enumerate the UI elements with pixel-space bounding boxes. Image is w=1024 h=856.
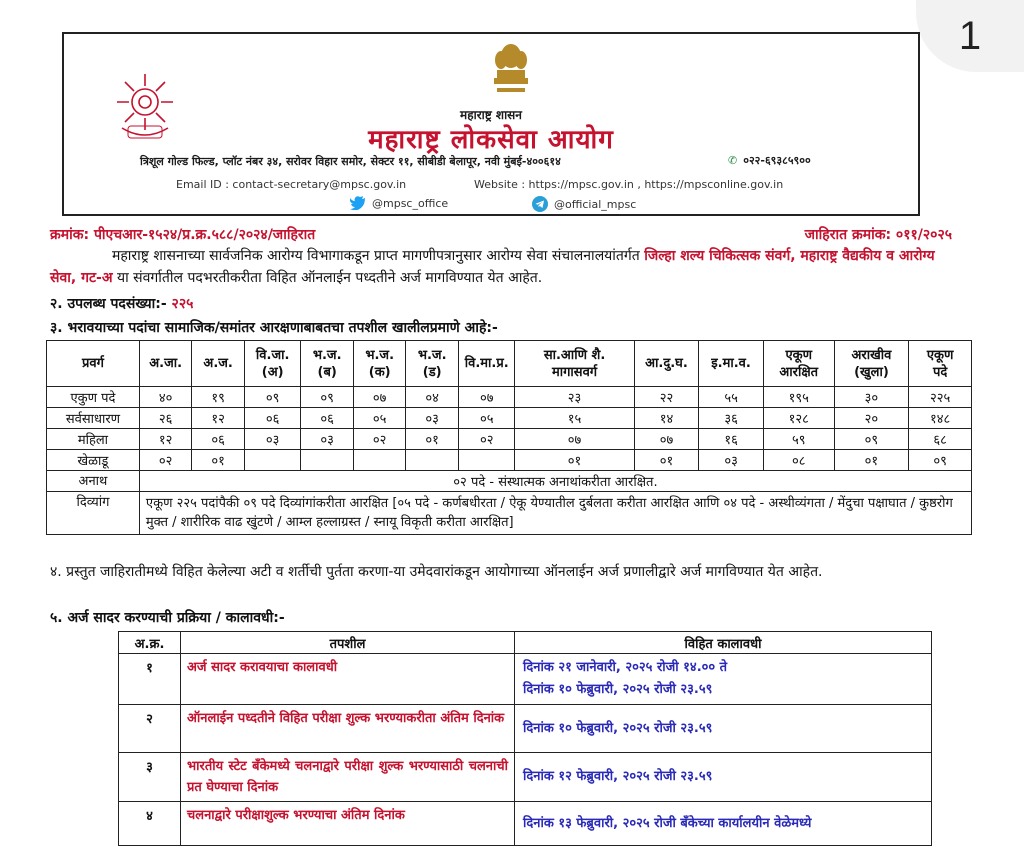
reservation-header-3 [244,341,301,387]
reservation-header-4 [301,341,354,387]
reservation-value-cell: ०१ [515,450,634,471]
reservation-value-cell: ०५ [353,408,406,429]
government-name: महाराष्ट्र शासन [460,108,522,122]
telegram-icon [532,196,548,212]
reservation-value-cell: ०१ [834,450,909,471]
reservation-value-cell: ०२ [353,429,406,450]
reservation-value-cell [353,450,406,471]
reservation-value-cell: २० [834,408,909,429]
reservation-value-cell: ०१ [406,429,459,450]
section-3-heading: ३. भरावयाच्या पदांचा सामाजिक/समांतर आरक्षणाबाबतचा तपशील खालीलप्रमाणे आहे:- [50,320,498,336]
schedule-description: अर्ज सादर करावयाचा कालावधी [181,654,515,705]
phone-icon: ✆ [728,154,738,167]
reservation-value-cell: ०६ [192,429,245,450]
reservation-header-line: (ड) [422,364,442,380]
section-5-heading: ५. अर्ज सादर करण्याची प्रक्रिया / कालावधी:- [50,610,285,626]
reservation-value-cell: १२८ [763,408,834,429]
reservation-value-cell: ०१ [634,450,699,471]
twitter-text: @mpsc_office [372,196,449,210]
section-2-value: २२५ [171,296,194,312]
reservation-value-cell: १२ [192,408,245,429]
schedule-serial: ३ [119,753,181,802]
schedule-header-1: तपशील [181,632,515,654]
schedule-serial: १ [119,654,181,705]
phone-number: ०२२-६९३८५९०० [743,154,811,167]
reservation-header-line: इ.मा.व. [711,356,751,371]
schedule-period-line: दिनांक २१ जानेवारी, २०२५ रोजी १४.०० ते [523,660,728,675]
reservation-value-cell: २६ [139,408,192,429]
intro-text-2: या संवर्गातील पदभरतीकरीता विहित ऑनलाईन पध्दतीने अर्ज मागविण्यात येत आहेत. [112,270,543,286]
reservation-value-cell [301,450,354,471]
schedule-header-2: विहित कालावधी [515,632,932,654]
reservation-value-cell: ०१ [192,450,245,471]
telegram-text: @official_mpsc [554,197,637,211]
schedule-row [119,654,932,705]
reservation-value-cell: ६८ [909,429,972,450]
schedule-header-0: अ.क्र. [119,632,181,654]
twitter-icon [350,196,366,210]
reservation-header-line: अ.जा. [149,356,183,371]
reservation-header-6 [406,341,459,387]
reservation-header-line: भ.ज. [312,347,342,363]
disabled-reservation-text: एकूण २२५ पदांपैकी ०९ पदे दिव्यांगांकरीता आरक्षित [०५ पदे - कर्णबधीरता / ऐकू येण्यातील दुर्बलता करीता आरक्षित आणि ०४ पदे - अस्थीव्यंगता / मेंदुचा पक्षाघात / कुष्ठरोग मुक्त / शारीरिक वाढ खुंटणे / आम्ल हल्लाग्रस्त / स्नायू विकृती करीता आरक्षित] [139,492,971,535]
reservation-value-cell: ०९ [301,387,354,408]
reservation-value-cell: ०३ [244,429,301,450]
reservation-row-orphan [47,471,972,492]
schedule-serial: २ [119,705,181,753]
reservation-header-9 [634,341,699,387]
reservation-value-cell: १९ [192,387,245,408]
reservation-header-line: आरक्षित [779,364,819,380]
reservation-header-line: वि.मा.प्र. [464,356,509,371]
reservation-value-cell: ०७ [353,387,406,408]
reservation-value-cell: ०७ [634,429,699,450]
schedule-row [119,802,932,846]
schedule-period [515,753,932,802]
schedule-row [119,753,932,802]
reservation-category-cell: महिला [47,429,140,450]
reservation-value-cell: १६ [699,429,764,450]
reservation-value-cell: ०२ [458,429,515,450]
reservation-value-cell: ०७ [458,387,515,408]
section-4-paragraph [50,562,970,583]
reservation-header-line: प्रवर्ग [81,356,104,371]
advertisement-number: जाहिरात क्रमांक: ०११/२०२५ [804,227,952,243]
orphan-reservation-text: ०२ पदे - संस्थात्मक अनाथांकरीता आरक्षित. [139,471,971,492]
reservation-value-cell: ३० [834,387,909,408]
reservation-value-cell: ०६ [244,408,301,429]
reservation-header-13 [909,341,972,387]
reference-number: क्रमांक: पीएचआर-१५२४/प्र.क्र.५८८/२०२४/जाहिरात [50,227,316,243]
reservation-header-line: मागासवर्ग [551,364,598,380]
reservation-category-cell: दिव्यांग [47,492,140,535]
reservation-value-cell: ३६ [699,408,764,429]
schedule-period [515,802,932,846]
reservation-row [47,450,972,471]
reservation-table [46,340,972,535]
schedule-period-line: दिनांक १३ फेब्रुवारी, २०२५ रोजी बँकेच्या कार्यालयीन वेळेमध्ये [523,815,812,831]
schedule-period-line: दिनांक १० फेब्रुवारी, २०२५ रोजी २३.५९ [523,720,713,736]
reservation-header-0 [47,341,140,387]
reservation-category-cell: एकुण पदे [47,387,140,408]
reservation-value-cell: ५५ [699,387,764,408]
reservation-header-line: (अ) [261,364,284,380]
reservation-value-cell [244,450,301,471]
reservation-header-line: (क) [368,364,391,380]
reservation-value-cell: ५९ [763,429,834,450]
reservation-header-1 [139,341,192,387]
reservation-value-cell: ०९ [244,387,301,408]
schedule-table [118,631,932,846]
reservation-header-line: भ.ज. [365,347,395,363]
reservation-value-cell: २२ [634,387,699,408]
reservation-header-5 [353,341,406,387]
reservation-value-cell: ०७ [515,429,634,450]
reservation-category-cell: खेळाडू [47,450,140,471]
reservation-value-cell: ०२ [139,450,192,471]
reservation-value-cell: १४ [634,408,699,429]
reservation-header-7 [458,341,515,387]
reservation-value-cell [458,450,515,471]
schedule-period [515,654,932,705]
intro-cadre-highlight: जिल्हा शल्य चिकित्सक संवर्ग, महाराष्ट्र वैद्यकीय व आरोग्य सेवा, गट-अ [50,248,935,286]
schedule-row [119,705,932,753]
reservation-value-cell [406,450,459,471]
reservation-value-cell: २३ [515,387,634,408]
commission-title: महाराष्ट्र लोकसेवा आयोग [368,125,614,155]
section-2-posts [50,294,193,313]
reservation-category-cell: सर्वसाधारण [47,408,140,429]
reservation-header-line: एकूण [785,347,813,363]
reservation-row-disabled [47,492,972,535]
schedule-description: भारतीय स्टेट बँकेमध्ये चलनाद्वारे परीक्षा शुल्क भरण्यासाठी चलनाची प्रत घेण्याचा दिनांक [181,753,515,802]
reservation-value-cell: ०३ [406,408,459,429]
reservation-value-cell: ४० [139,387,192,408]
intro-text-1: महाराष्ट्र शासनाच्या सार्वजनिक आरोग्य विभागाकडून प्राप्त मागणीपत्रानुसार आरोग्य सेवा संचालनालयांतर्गत [112,248,645,264]
office-email: Email ID : contact-secretary@mpsc.gov.in [176,178,407,191]
schedule-period-line: दिनांक १२ फेब्रुवारी, २०२५ रोजी २३.५९ [523,769,713,784]
reservation-row [47,408,972,429]
reservation-header-11 [763,341,834,387]
reservation-header-8 [515,341,634,387]
reservation-header-line: अराखीव [851,347,892,363]
intro-paragraph [50,245,955,289]
telegram-handle [532,196,636,212]
schedule-period [515,705,932,753]
reservation-category-cell: अनाथ [47,471,140,492]
reservation-value-cell: ०८ [763,450,834,471]
national-emblem-icon [489,40,533,98]
reservation-value-cell: २२५ [909,387,972,408]
reservation-header-line: सा.आणि शै. [543,347,606,363]
schedule-description: ऑनलाईन पध्दतीने विहित परीक्षा शुल्क भरण्याकरीता अंतिम दिनांक [181,705,515,753]
reservation-value-cell: १९५ [763,387,834,408]
schedule-period-line: दिनांक १० फेब्रुवारी, २०२५ रोजी २३.५९ [523,682,713,697]
reservation-header-line: (ब) [317,364,337,380]
reservation-header-10 [699,341,764,387]
reservation-value-cell: ०३ [301,429,354,450]
reservation-row [47,429,972,450]
section-2-label: २. उपलब्ध पदसंख्या:- [50,296,172,312]
office-phone [728,153,811,168]
reservation-value-cell: ०६ [301,408,354,429]
reservation-value-cell: ०५ [458,408,515,429]
reservation-value-cell: १४८ [909,408,972,429]
reservation-header-12 [834,341,909,387]
reservation-header-line: वि.जा. [255,347,290,363]
reservation-header-line: पदे [933,364,948,380]
reservation-header-line: अ.ज. [203,356,233,371]
schedule-serial: ४ [119,802,181,846]
twitter-handle [350,196,448,210]
section-4-text: ४. प्रस्तुत जाहिरातीमध्ये विहित केलेल्या अटी व शर्तीची पुर्तता करणा-या उमेदवारांकडून आयोगाच्या ऑनलाईन अर्ज प्रणालीद्वारे अर्ज मागविण्यात येत आहेत. [50,564,823,580]
reservation-row [47,387,972,408]
office-website: Website : https://mpsc.gov.in , https://mpsconline.gov.in [474,178,784,191]
reservation-value-cell: ०४ [406,387,459,408]
reservation-value-cell: ०३ [699,450,764,471]
reservation-header-line: आ.दु.घ. [645,356,688,371]
page-number-badge [916,0,1024,72]
schedule-description: चलनाद्वारे परीक्षाशुल्क भरण्याचा अंतिम दिनांक [181,802,515,846]
reservation-header-line: एकूण [926,347,954,363]
reservation-header-line: (खुला) [854,364,889,380]
reservation-value-cell: ०९ [834,429,909,450]
reservation-value-cell: ०९ [909,450,972,471]
reservation-header-2 [192,341,245,387]
reservation-value-cell: १२ [139,429,192,450]
reservation-header-line: भ.ज. [417,347,447,363]
office-address: त्रिशूल गोल्ड फिल्ड, प्लॉट नंबर ३४, सरोवर विहार समोर, सेक्टर ११, सीबीडी बेलापूर, नवी मुंबई-४००६१४ [140,155,561,168]
reservation-value-cell: १५ [515,408,634,429]
letterhead [62,32,920,216]
page-number: 1 [958,13,982,58]
